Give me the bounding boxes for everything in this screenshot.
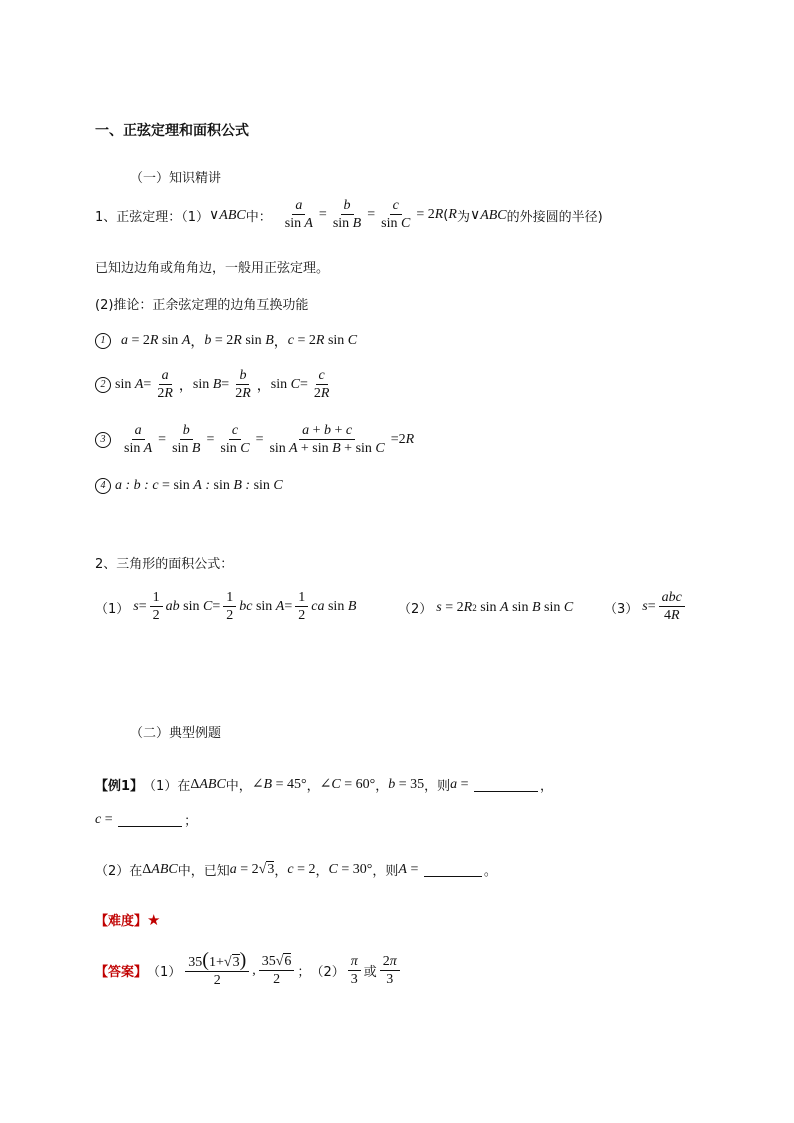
law-of-sines-line: 1、正弦定理：（1） ∨ABC 中： $\frac{a}{\text{sin A}}$ = $\frac{b}{\text{sin B}}$ = $\frac{c}{\text{sin C}}$ = 2 R ( R 为 ∨ABC 的外接圆的半径) — [95, 198, 603, 231]
known-text: 已知边边角或角角边，一般用正弦定理。 — [95, 261, 330, 276]
law-tail-text: 的外接圆的半径) — [506, 209, 603, 225]
area-title: 2、三角形的面积公式： — [95, 557, 234, 572]
circle-2: 2 — [95, 377, 111, 393]
area-formula-3: （3） s = $\frac{\text{abc}}{4R}$ — [604, 590, 688, 624]
law-intro: 1、正弦定理：（1） — [95, 209, 210, 225]
corollary-4: 4 a : b : c = sin A : sin B : sin C — [95, 478, 283, 494]
corollary-title: (2)推论：正余弦定理的边角互换功能 — [95, 298, 309, 313]
law-tail-open: ( — [443, 207, 449, 223]
answer-blank-a[interactable] — [474, 777, 538, 792]
law-tail-triangle: ∨ABC — [469, 207, 507, 223]
answer-blank-A[interactable] — [424, 862, 482, 877]
section-title: 一、正弦定理和面积公式 — [95, 123, 249, 139]
example-1-part-1: 【例1】 （1）在 Δ ABC 中， ∠ B = 45° ， ∠ C = 60° ， b = 35 ，则 a = ， — [95, 776, 554, 794]
difficulty-label: 【难度】 — [95, 914, 148, 929]
answer-label: 【答案】 — [95, 965, 148, 980]
area-formula-1: （1） s = $\frac{1}{2}$ ab sin C = $\frac{1}{2}$ bc sin A = $\frac{1}{2}$ ca sin B — [95, 590, 357, 623]
law-triangle: ∨ABC — [209, 207, 246, 223]
example-1-part-1-cont: c = ； — [95, 811, 198, 829]
corollary-1: 1 a = 2 R sin A ， b = 2 R sin B ， c = 2 R sin C — [95, 331, 357, 351]
star-icon: ★ — [147, 910, 161, 929]
answer-blank-c[interactable] — [118, 812, 182, 827]
answer-line: 【答案】 （1） $\frac{35(1+√3)}{2}$ , $\frac{35√6}{2}$ ； （2） $\frac{\pi}{3}$ 或 $\frac{2\pi}{3}$ — [95, 952, 403, 989]
example-1-part-2: （2）在 Δ ABC 中，已知 a = 2√3 ， c = 2 ， C = 30° ，则 A = 。 — [95, 861, 497, 879]
example-label: 【例1】 — [95, 779, 144, 794]
difficulty-line — [95, 910, 160, 929]
law-tail-wei: 为 — [456, 209, 470, 225]
corollary-2: 2 sin A = $\frac{a}{2R}$ ， sin B = $\frac{b}{2R}$ ， sin C = $\frac{c}{2R}$ — [95, 368, 335, 402]
area-formula-2: （2） s = 2 R 2 sin A sin B sin C — [398, 599, 574, 617]
corollary-3: 3 $\frac{a}{\text{sin A}}$ = $\frac{b}{\text{sin B}}$ = $\frac{c}{\text{sin C}}$ = $\frac{a + b + c}{\text{sin A + sin B + sin C}}$ =2 R — [95, 423, 414, 457]
law-tail-r: R — [448, 207, 457, 222]
subsection-examples: （二）典型例题 — [130, 726, 222, 741]
circle-1: 1 — [95, 333, 111, 349]
subsection-knowledge: （一）知识精讲 — [130, 171, 222, 186]
law-zhong: 中： — [245, 209, 272, 225]
circle-4: 4 — [95, 478, 111, 494]
circle-3: 3 — [95, 432, 111, 448]
